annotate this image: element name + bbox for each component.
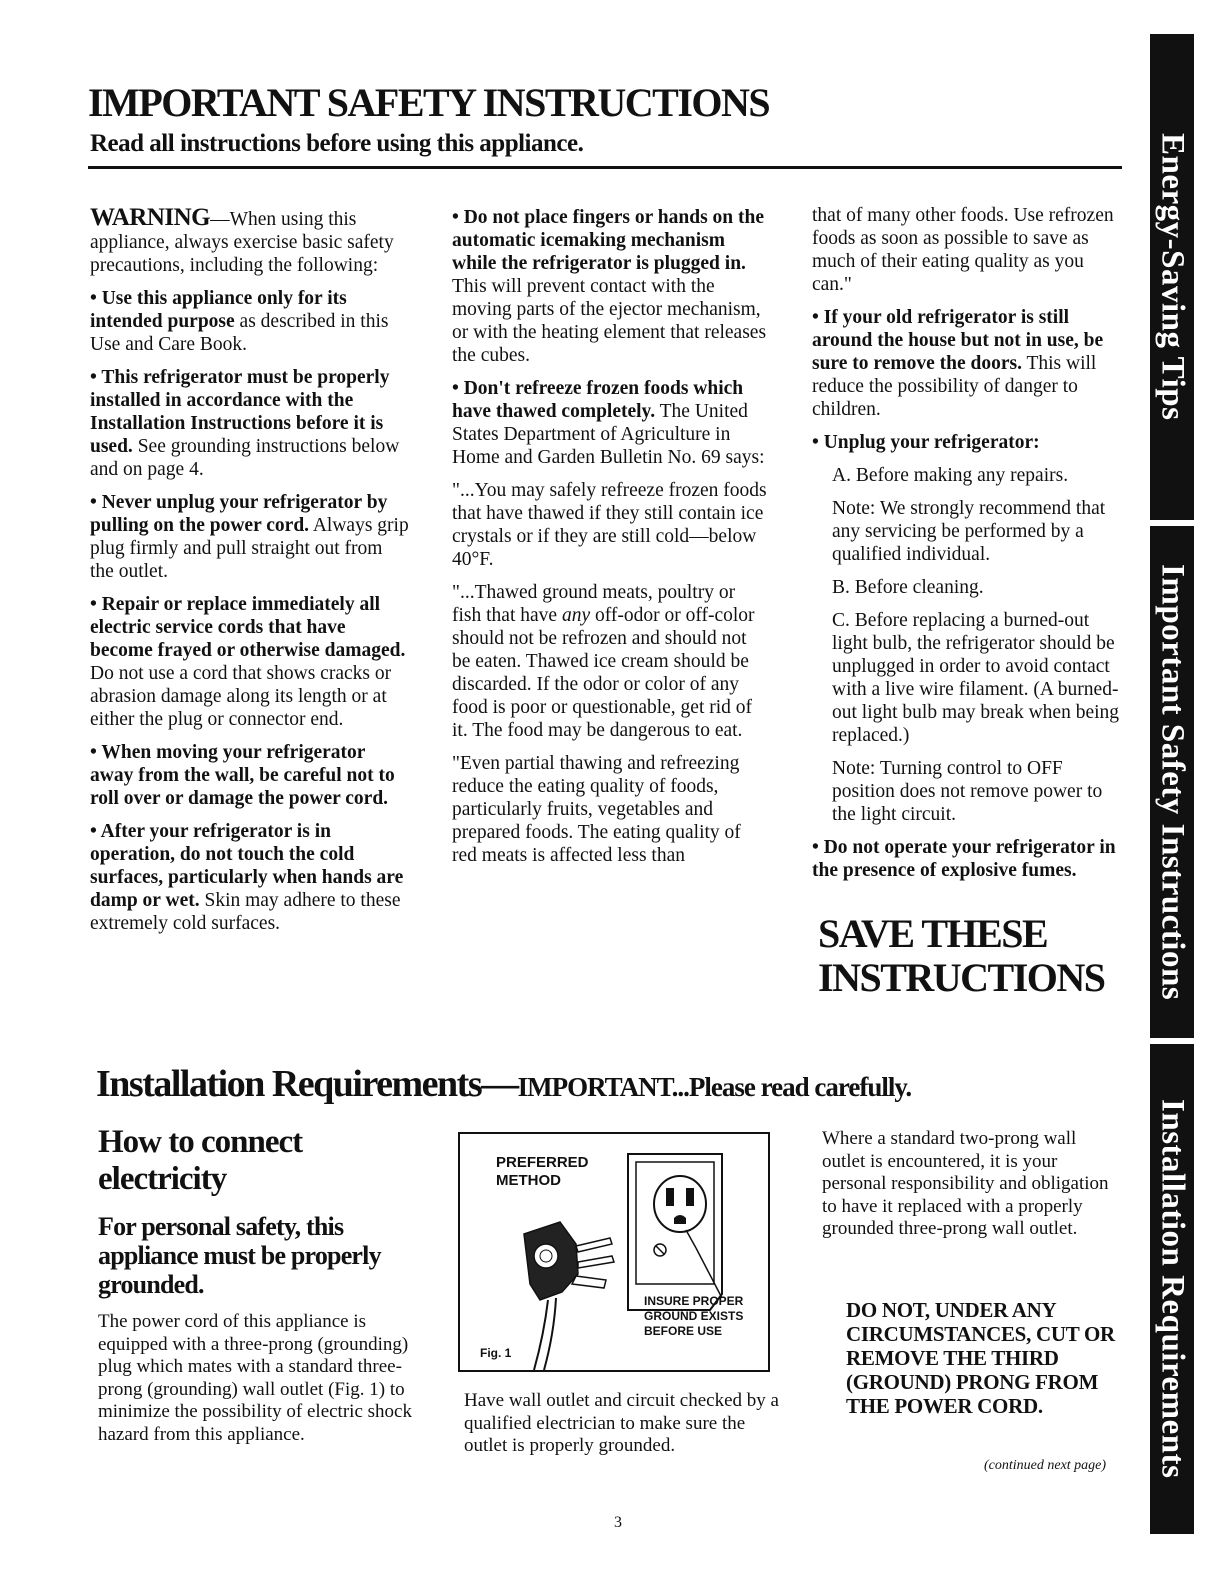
column-3 — [812, 204, 1128, 892]
unplug-note-2: Note: Turning control to OFF position does not remove power to the light circuit. — [832, 758, 1103, 825]
safety-item: • Repair or replace immediately all electric service cords that have become frayed or otherwise damaged. Do not use a cord that shows cracks or abrasion damage along its length or at either the plug or connector end. — [90, 594, 406, 730]
side-tab-label: Installation Requirements — [1154, 1099, 1191, 1479]
connect-electricity-heading: How to connect electricity — [98, 1124, 303, 1197]
unplug-note-1: Note: We strongly recommend that any servicing be performed by a qualified individual. — [832, 498, 1106, 565]
figure-1 — [458, 1132, 770, 1372]
header-rule — [88, 166, 1122, 169]
page-number: 3 — [614, 1514, 622, 1531]
unplug-c: C. Before replacing a burned-out light bulb, the refrigerator should be unplugged in order to avoid contact with a live wire filament. (A burned-out light bulb may break when being replaced.) — [832, 610, 1120, 746]
safety-item: • If your old refrigerator is still around the house but not in use, be sure to remove the doors. This will reduce the possibility of danger to children. — [812, 307, 1104, 420]
side-tab-label: Energy-Saving Tips — [1154, 133, 1191, 421]
power-cord-text: The power cord of this appliance is equipped with a three-prong (grounding) plug which mates with a standard three-prong (grounding) wall outlet (Fig. 1) to minimize the possibility of electric shock hazard from this appliance. — [98, 1311, 412, 1445]
grounding-heading: For personal safety, this appliance must be properly grounded. — [98, 1212, 381, 1299]
usda-quote-2: "...Thawed ground meats, poultry or fish that have any off-odor or off-color should not be refrozen and should not be eaten. Thawed ice cream should be discarded. If the odor or color of any food is poor or questionable, get rid of it. The food may be dangerous to eat. — [452, 582, 755, 741]
side-tab-important-safety — [1150, 526, 1194, 1038]
usda-quote-3: "Even partial thawing and refreezing reduce the eating quality of foods, particularly fruits, vegetables and prepared foods. The eating quality of red meats is affected less than — [452, 753, 741, 866]
page-title: IMPORTANT SAFETY INSTRUCTIONS — [88, 80, 770, 125]
warning-word: WARNING — [90, 204, 211, 231]
warning-paragraph: WARNING—When using this appliance, always exercise basic safety precautions, including the following: — [90, 204, 394, 276]
column-2 — [452, 206, 768, 877]
figure-caption: Fig. 1 — [480, 1346, 512, 1360]
usda-quote-1: "...You may safely refreeze frozen foods that have thawed if they still contain ice crystals or if they are still cold—below 40°F. — [452, 480, 767, 570]
unplug-heading: • Unplug your refrigerator: — [812, 432, 1040, 453]
unplug-a: A. Before making any repairs. — [832, 465, 1069, 486]
page-subtitle: Read all instructions before using this appliance. — [90, 130, 584, 157]
side-tab-installation — [1150, 1044, 1194, 1534]
unplug-b: B. Before cleaning. — [832, 577, 984, 598]
figure-label: PREFERRED METHOD — [496, 1154, 589, 1189]
safety-item: • Do not operate your refrigerator in the presence of explosive fumes. — [812, 837, 1116, 881]
continued-quote: that of many other foods. Use refrozen foods as soon as possible to save as much of their eating quality as you can." — [812, 205, 1114, 295]
side-tab-label: Important Safety Instructions — [1154, 563, 1191, 1001]
figure-note: INSURE PROPER GROUND EXISTS BEFORE USE — [644, 1294, 744, 1338]
installation-heading: Installation Requirements—IMPORTANT...Please read carefully. — [96, 1063, 912, 1105]
safety-item: • This refrigerator must be properly installed in accordance with the Installation Instructions before it is used. See grounding instructions below and on page 4. — [90, 367, 400, 480]
two-prong-text: Where a standard two-prong wall outlet is encountered, it is your personal responsibility and obligation to have it replaced with a properly grounded three-prong wall outlet. — [822, 1128, 1109, 1239]
third-prong-warning: DO NOT, UNDER ANY CIRCUMSTANCES, CUT OR REMOVE THE THIRD (GROUND) PRONG FROM THE POWER CORD. — [846, 1298, 1115, 1418]
column-1 — [90, 206, 410, 945]
install-left-column — [98, 1124, 418, 1446]
safety-item: • After your refrigerator is in operation, do not touch the cold surfaces, particularly when hands are damp or wet. Skin may adhere to these extremely cold surfaces. — [90, 821, 404, 934]
safety-item: • Never unplug your refrigerator by pulling on the power cord. Always grip plug firmly and pull straight out from the outlet. — [90, 492, 409, 582]
safety-item: • When moving your refrigerator away from the wall, be careful not to roll over or damage the power cord. — [90, 742, 395, 809]
safety-item: • Don't refreeze frozen foods which have thawed completely. The United States Department of Agriculture in Home and Garden Bulletin No. 69 says: — [452, 378, 765, 468]
continued-note: (continued next page) — [984, 1458, 1107, 1473]
save-instructions: SAVE THESE INSTRUCTIONS — [818, 911, 1105, 1000]
safety-item: • Use this appliance only for its intended purpose as described in this Use and Care Book. — [90, 288, 389, 355]
side-tab-energy-saving-tips — [1150, 34, 1194, 520]
safety-item: • Do not place fingers or hands on the automatic icemaking mechanism while the refrigerator is plugged in. This will prevent contact with the moving parts of the ejector mechanism, or with the heating element that releases the cubes. — [452, 207, 767, 366]
outlet-check-text: Have wall outlet and circuit checked by a qualified electrician to make sure the outlet is properly grounded. — [464, 1390, 779, 1456]
